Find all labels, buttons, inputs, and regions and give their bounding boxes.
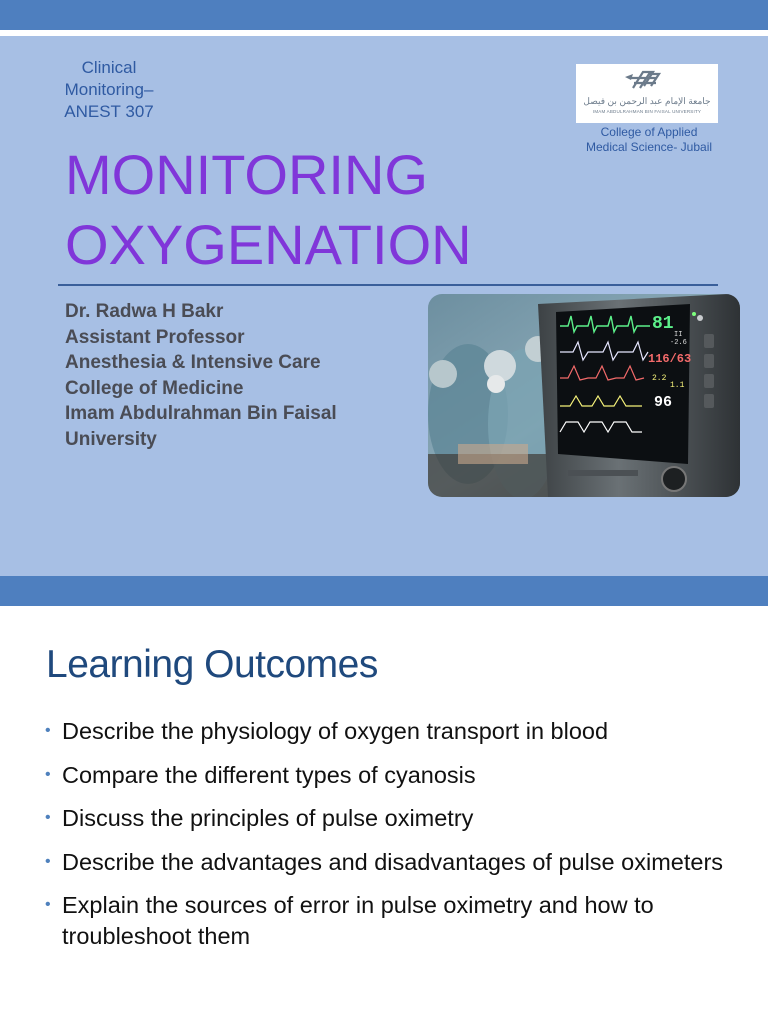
bottom-band <box>0 576 768 606</box>
lead-readout: II <box>674 331 683 339</box>
title-divider <box>58 284 718 286</box>
outcome-text: Explain the sources of error in pulse oximetry and how to troubleshoot them <box>62 892 654 949</box>
university-logo <box>576 64 718 123</box>
presenter-university-2: University <box>65 428 157 450</box>
outcome-item <box>40 803 740 834</box>
college-label <box>566 125 732 155</box>
presenter-info <box>65 299 415 452</box>
spo2-readout: 96 <box>654 394 673 411</box>
course-line-2: Monitoring– <box>64 80 154 99</box>
outcome-text: Compare the different types of cyanosis <box>62 761 476 788</box>
presenter-dept: Anesthesia & Intensive Care <box>65 352 321 373</box>
slide-title-line-1: MONITORING <box>65 143 428 206</box>
course-line-3: ANEST 307 <box>64 102 154 121</box>
logo-english-text: IMAM ABDULRAHMAN BIN FAISAL UNIVERSITY <box>592 109 702 114</box>
aux-readout-a: 2.2 <box>652 374 667 383</box>
bp-readout: 116/63 <box>648 352 692 366</box>
course-label <box>40 57 178 123</box>
logo-arabic-text: جامعة الإمام عبد الرحمن بن فيصل <box>583 96 711 106</box>
outcome-item <box>40 847 740 878</box>
aux-readout-b: 1.1 <box>670 381 685 390</box>
outcome-text: Discuss the principles of pulse oximetry <box>62 805 474 831</box>
outcome-item <box>40 760 740 791</box>
presenter-college: College of Medicine <box>65 377 244 399</box>
slide-title-line-2: OXYGENATION <box>65 213 472 276</box>
slide-title <box>65 140 585 280</box>
patient-monitor-image <box>428 294 740 497</box>
hr-readout: 81 <box>652 314 674 334</box>
st-readout: -2.6 <box>670 339 687 347</box>
bullet-icon: • <box>45 809 51 826</box>
logo-emblem-icon <box>576 64 718 123</box>
presenter-role: Assistant Professor <box>65 326 245 348</box>
outcomes-title: Learning Outcomes <box>46 643 378 686</box>
outcome-item <box>40 890 740 951</box>
presenter-university-1: Imam Abdulrahman Bin Faisal <box>65 403 337 424</box>
monitor-photo <box>428 294 740 497</box>
course-line-1: Clinical <box>81 58 137 77</box>
top-band <box>0 0 768 30</box>
bullet-icon: • <box>45 765 51 783</box>
outcomes-slide <box>0 606 768 1024</box>
outcomes-list <box>40 716 740 964</box>
outcome-item <box>40 716 740 747</box>
bullet-icon: • <box>45 852 51 870</box>
outcome-text: Describe the physiology of oxygen transport in blood <box>62 718 609 744</box>
college-line-1: College of Applied <box>600 125 698 139</box>
bullet-icon: • <box>45 722 51 739</box>
top-band-divider <box>0 30 768 36</box>
outcome-text: Describe the advantages and disadvantages of pulse oximeters <box>62 848 724 875</box>
college-line-2: Medical Science- Jubail <box>585 140 713 154</box>
bullet-icon: • <box>45 896 51 913</box>
presenter-name: Dr. Radwa H Bakr <box>65 301 224 322</box>
